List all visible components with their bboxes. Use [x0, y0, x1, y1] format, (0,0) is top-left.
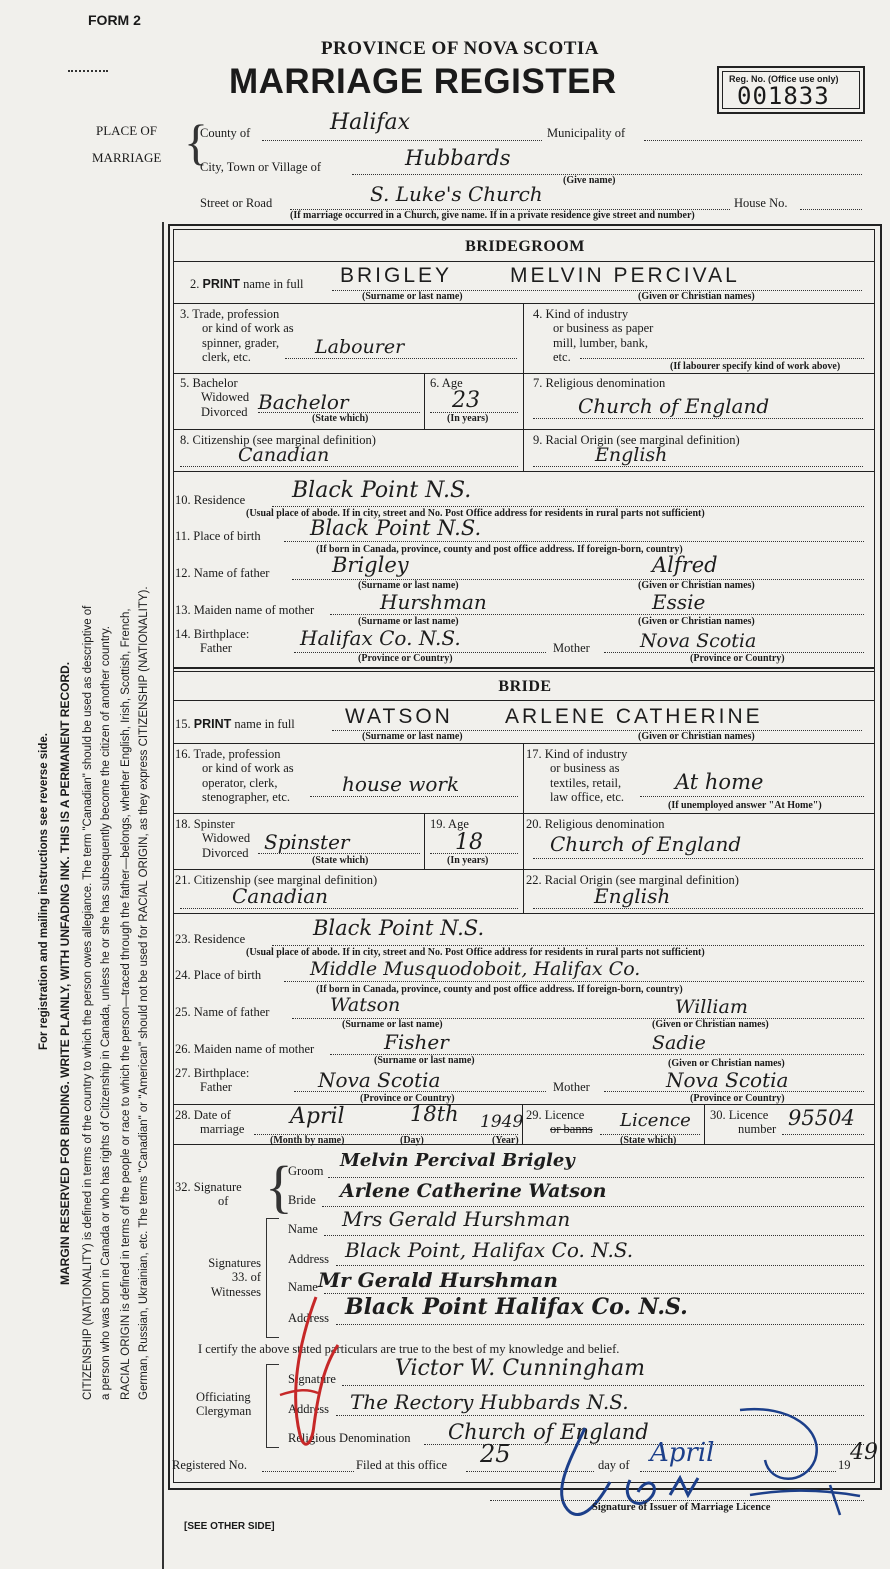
- bride-name-label: name in full: [234, 717, 295, 731]
- groom-status-label: 5. Bachelor Widowed Divorced: [180, 376, 250, 419]
- groom-sig-label: Groom: [288, 1164, 324, 1178]
- bride-bp-mother-label: Mother: [553, 1080, 590, 1094]
- marriage-year: 1949: [480, 1112, 524, 1132]
- filed-year: 49: [850, 1440, 878, 1465]
- bride-citizenship-value: Canadian: [232, 884, 329, 908]
- bride-father-surname: Watson: [330, 994, 401, 1016]
- licence-number-label: 30. Licence number: [710, 1108, 777, 1137]
- groom-mother-label: 13. Maiden name of mother: [175, 603, 315, 617]
- witness1-address: Black Point, Halifax Co. N.S.: [345, 1238, 634, 1262]
- clergy-denom-label: Religious Denomination: [288, 1431, 411, 1445]
- licence-note: (State which): [620, 1135, 677, 1146]
- groom-father-given: Alfred: [652, 553, 718, 577]
- groom-age-value: 23: [452, 388, 480, 413]
- bride-trade-value: house work: [342, 772, 460, 796]
- groom-bp-mother: Nova Scotia: [640, 630, 757, 652]
- groom-trade-label: 3. Trade, profession or kind of work as spinner, grader, clerk, etc.: [180, 307, 294, 365]
- bride-racial-value: English: [594, 884, 671, 908]
- bride-bp-mother: Nova Scotia: [666, 1068, 789, 1092]
- city-value: Hubbards: [405, 146, 511, 170]
- bride-racial-label: 22. Racial Origin (see marginal definition): [526, 873, 739, 887]
- groom-bp-father: Halifax Co. N.S.: [300, 626, 461, 650]
- groom-birth-label: 11. Place of birth: [175, 529, 261, 543]
- margin-instructions: For registration and mailing instructions see reverse side.: [38, 733, 50, 1050]
- groom-bp-mother-label: Mother: [553, 641, 590, 655]
- province-heading: PROVINCE OF NOVA SCOTIA: [320, 38, 600, 59]
- bride-given-names: ARLENE CATHERINE: [505, 705, 763, 728]
- licence-value: Licence: [620, 1110, 691, 1131]
- bride-birth-note: (If born in Canada, province, county and post office address. If foreign-born, country): [316, 984, 683, 995]
- bride-father-given-note: (Given or Christian names): [652, 1019, 769, 1030]
- bride-status-value: Spinster: [264, 830, 350, 854]
- street-label: Street or Road: [200, 196, 273, 210]
- groom-residence-value: Black Point N.S.: [292, 478, 472, 503]
- bride-bp-mother-note: (Province or Country): [690, 1093, 785, 1104]
- clergy-address: The Rectory Hubbards N.S.: [350, 1390, 629, 1414]
- groom-state-which: (State which): [312, 413, 369, 424]
- groom-signature: Melvin Percival Brigley: [340, 1150, 575, 1171]
- groom-bp-label: 14. Birthplace: Father: [175, 627, 250, 656]
- bride-religion-label: 20. Religious denomination: [526, 817, 665, 831]
- clergy-denomination: Church of England: [448, 1420, 649, 1444]
- marriage-date-label: 28. Date of marriage: [175, 1108, 245, 1137]
- place-label: PLACE OF: [96, 123, 158, 138]
- marriage-day: 18th: [410, 1102, 459, 1126]
- clergy-label: Officiating Clergyman: [196, 1390, 252, 1419]
- bride-heading: BRIDE: [498, 678, 552, 695]
- margin-citizenship-def-2: a person who was born in Canada or who has rights of Citizenship in Canada, unless he or she has subsequently become the citizen of another country.: [100, 626, 112, 1400]
- w1-name-label: Name: [288, 1222, 318, 1236]
- groom-residence-note: (Usual place of abode. If in city, street and No. Post Office address for residents in rural parts not sufficient): [246, 508, 705, 519]
- bride-status-label: 18. Spinster Widowed Divorced: [175, 817, 251, 860]
- bride-mother-given-note: (Given or Christian names): [668, 1058, 785, 1069]
- witness1-name: Mrs Gerald Hurshman: [342, 1207, 571, 1231]
- county-value: Halifax: [330, 110, 411, 135]
- bride-father-surname-note: (Surname or last name): [342, 1019, 443, 1030]
- w1-address-label: Address: [288, 1252, 329, 1266]
- bride-father-label: 25. Name of father: [175, 1005, 270, 1019]
- reg-no-label: Reg. No. (Office use only): [729, 74, 839, 84]
- municipality-label: Municipality of: [547, 126, 626, 140]
- bride-mother-surname-note: (Surname or last name): [374, 1055, 475, 1066]
- bride-sig-label: Bride: [288, 1193, 316, 1207]
- groom-bp-mother-note: (Province or Country): [690, 653, 785, 664]
- margin-binding-note: MARGIN RESERVED FOR BINDING. WRITE PLAINLY, WITH UNFADING INK. THIS IS A PERMANENT RECORD.: [58, 661, 72, 1285]
- witness2-address: Black Point Halifax Co. N.S.: [345, 1294, 688, 1320]
- marriage-label: MARRIAGE: [92, 150, 162, 165]
- bride-print-label: PRINT: [193, 717, 232, 731]
- w2-name-label: Name: [288, 1280, 318, 1294]
- see-other-side: [SEE OTHER SIDE]: [184, 1521, 275, 1532]
- licence-number-value: 95504: [788, 1106, 855, 1130]
- brace-icon: {: [184, 114, 208, 170]
- groom-trade-value: Labourer: [315, 336, 405, 358]
- groom-industry-label: 4. Kind of industry or business as paper mill, lumber, bank, etc.: [533, 307, 654, 365]
- county-label: County of: [200, 126, 251, 140]
- licence-label: 29. Licence or banns: [526, 1108, 593, 1137]
- day-of-label: day of: [598, 1458, 630, 1472]
- witness2-name: Mr Gerald Hurshman: [318, 1268, 558, 1292]
- margin-racial-def-2: German, Russian, Ukrainian, etc. The terms "Canadian" or "American" should not be used for RACIAL ORIGIN, as they express CITIZENSHIP (NATIONALITY).: [138, 586, 150, 1400]
- red-ink-mark: [268, 1285, 348, 1465]
- groom-racial-label: 9. Racial Origin (see marginal definition): [533, 433, 740, 447]
- bride-birth-label: 24. Place of birth: [175, 968, 262, 982]
- marriage-year-note: (Year): [492, 1135, 519, 1146]
- groom-father-given-note: (Given or Christian names): [638, 580, 755, 591]
- bride-name-num: 15.: [175, 717, 191, 731]
- groom-father-surname: Brigley: [332, 553, 409, 577]
- w2-address-label: Address: [288, 1311, 329, 1325]
- groom-surname-note: (Surname or last name): [362, 291, 463, 302]
- bridegroom-heading: BRIDEGROOM: [465, 238, 585, 255]
- street-note: (If marriage occurred in a Church, give name. If in a private residence give street and number): [290, 210, 695, 221]
- binding-line: [162, 222, 164, 1569]
- groom-age-label: 6. Age: [430, 376, 463, 390]
- certify-text: I certify the above stated particulars are true to the best of my knowledge and belief.: [198, 1342, 620, 1356]
- groom-name-num: 2.: [190, 277, 200, 291]
- groom-mother-surname-note: (Surname or last name): [358, 616, 459, 627]
- clergy-address-label: Address: [288, 1402, 329, 1416]
- groom-mother-given-note: (Given or Christian names): [638, 616, 755, 627]
- groom-name-label: name in full: [243, 277, 304, 291]
- groom-residence-label: 10. Residence: [175, 493, 246, 507]
- bride-bp-father-note: (Province or Country): [360, 1093, 455, 1104]
- bride-trade-label: 16. Trade, profession or kind of work as operator, clerk, stenographer, etc.: [175, 747, 294, 805]
- groom-birth-note: (If born in Canada, province, county and post office address. If foreign-born, country): [316, 544, 683, 555]
- groom-father-label: 12. Name of father: [175, 566, 270, 580]
- groom-citizenship-label: 8. Citizenship (see marginal definition): [180, 433, 376, 447]
- issuer-note: Signature of Issuer of Marriage Licence: [592, 1502, 771, 1513]
- bride-age-note: (In years): [447, 855, 489, 866]
- groom-religion-label: 7. Religious denomination: [533, 376, 666, 390]
- bride-residence-note: (Usual place of abode. If in city, street and No. Post Office address for residents in rural parts not sufficient): [246, 947, 705, 958]
- bride-age-value: 18: [455, 830, 483, 855]
- clergy-sig-label: Signature: [288, 1372, 336, 1386]
- give-name-note: (Give name): [563, 175, 616, 186]
- margin-citizenship-def: CITIZENSHIP (NATIONALITY) is defined in terms of the country to which the person owes allegiance. The term "Canadian" should be used as descriptive of: [82, 605, 94, 1400]
- page-title: MARRIAGE REGISTER: [229, 62, 617, 101]
- bride-religion-value: Church of England: [550, 832, 742, 856]
- form-number: FORM 2: [88, 12, 141, 28]
- marriage-month-note: (Month by name): [270, 1135, 345, 1146]
- bride-residence-value: Black Point N.S.: [313, 916, 485, 940]
- groom-status-value: Bachelor: [258, 390, 349, 414]
- bride-father-given: William: [675, 996, 748, 1018]
- groom-given-names: MELVIN PERCIVAL: [510, 264, 740, 287]
- bride-industry-label: 17. Kind of industry or business as textiles, retail, law office, etc.: [526, 747, 628, 805]
- city-label: City, Town or Village of: [200, 160, 322, 174]
- bride-surname: WATSON: [345, 705, 453, 728]
- bride-signature: Arlene Catherine Watson: [340, 1180, 607, 1202]
- bride-mother-label: 26. Maiden name of mother: [175, 1042, 315, 1056]
- house-no-label: House No.: [734, 196, 788, 210]
- bride-bp-label: 27. Birthplace: Father: [175, 1066, 250, 1095]
- bride-given-note: (Given or Christian names): [638, 731, 755, 742]
- bride-age-label: 19. Age: [430, 817, 469, 831]
- groom-age-note: (In years): [447, 413, 489, 424]
- groom-birth-value: Black Point N.S.: [310, 516, 482, 540]
- marriage-month: April: [290, 1104, 345, 1129]
- filed-month: April: [650, 1438, 715, 1468]
- filed-label: Filed at this office: [356, 1458, 448, 1472]
- bride-mother-surname: Fisher: [384, 1030, 449, 1054]
- brace-icon: {: [265, 1154, 293, 1219]
- bride-residence-label: 23. Residence: [175, 932, 246, 946]
- groom-racial-value: English: [595, 444, 668, 466]
- groom-citizenship-value: Canadian: [238, 444, 330, 466]
- clergy-signature: Victor W. Cunningham: [395, 1356, 645, 1381]
- bride-industry-note: (If unemployed answer "At Home"): [668, 800, 822, 811]
- witness-label: Signatures 33. of Witnesses: [208, 1256, 261, 1299]
- groom-surname: BRIGLEY: [340, 264, 453, 287]
- bride-citizenship-label: 21. Citizenship (see marginal definition): [175, 873, 378, 887]
- signature-label: 32. Signature of: [175, 1180, 242, 1209]
- street-value: S. Luke's Church: [370, 182, 543, 206]
- bride-state-which: (State which): [312, 855, 369, 866]
- bride-surname-note: (Surname or last name): [362, 731, 463, 742]
- reg-no-value: 001833: [737, 82, 830, 110]
- marriage-day-note: (Day): [400, 1135, 424, 1146]
- groom-father-surname-note: (Surname or last name): [358, 580, 459, 591]
- groom-industry-note: (If labourer specify kind of work above): [670, 361, 841, 372]
- bride-birth-value: Middle Musquodoboit, Halifax Co.: [310, 958, 641, 980]
- year-prefix: 19: [838, 1458, 851, 1472]
- bride-bp-father: Nova Scotia: [318, 1068, 441, 1092]
- groom-religion-value: Church of England: [578, 394, 770, 418]
- margin-racial-def: RACIAL ORIGIN is defined in terms of the people or race to which the person—traced through the father—belongs, whether English, Irish, Scottish, French,: [120, 608, 132, 1400]
- filed-day: 25: [480, 1440, 511, 1468]
- bride-mother-given: Sadie: [652, 1032, 706, 1054]
- reg-no-box: [717, 66, 865, 114]
- bride-industry-value: At home: [675, 770, 764, 794]
- groom-given-note: (Given or Christian names): [638, 291, 755, 302]
- groom-print-label: PRINT: [202, 277, 240, 291]
- groom-mother-given: Essie: [652, 590, 706, 614]
- registered-label: Registered No.: [172, 1458, 247, 1472]
- groom-mother-surname: Hurshman: [380, 590, 487, 614]
- groom-bp-father-note: (Province or Country): [358, 653, 453, 664]
